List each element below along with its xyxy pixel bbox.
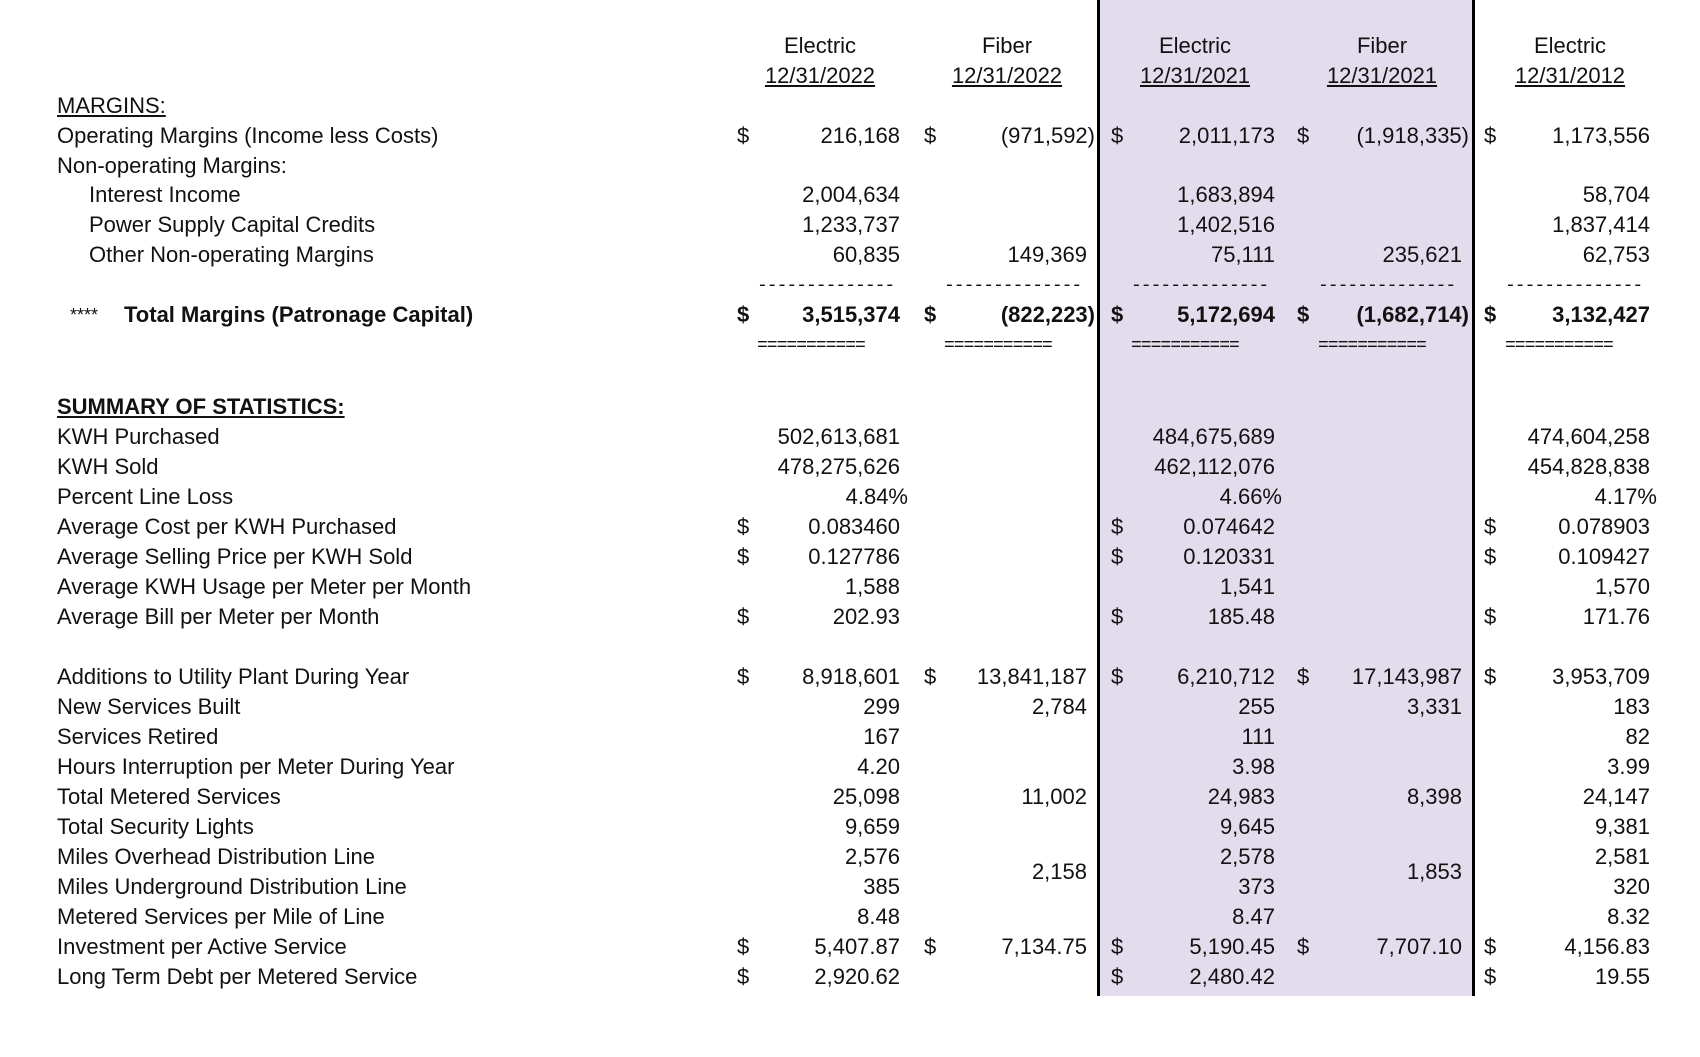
operating-margins-electric-2012: 1,173,556 <box>1552 123 1650 148</box>
total-margins-electric-2021: 5,172,694 <box>1177 302 1275 327</box>
operating-margins-label: Operating Margins (Income less Costs) <box>57 123 439 148</box>
dollar-sign: $ <box>1111 123 1124 148</box>
interest-income-electric-2022: 2,004,634 <box>802 182 900 207</box>
dollar-sign: $ <box>737 934 750 959</box>
dollar-sign: $ <box>1297 302 1310 327</box>
line-loss-label: Percent Line Loss <box>57 484 234 509</box>
column-date: 12/31/2022 <box>764 63 876 88</box>
avg-bill-label: Average Bill per Meter per Month <box>57 604 380 629</box>
avg-price-electric-2021: 0.120331 <box>1183 544 1275 569</box>
double-rule: =========== <box>944 336 1052 356</box>
column-type: Fiber <box>981 33 1033 58</box>
subtotal-rule: -------------- <box>1505 276 1643 296</box>
interest-income-electric-2021: 1,683,894 <box>1177 182 1275 207</box>
avg-usage-electric-2022: 1,588 <box>844 574 900 599</box>
per-mile-electric-2012: 8.32 <box>1607 904 1650 929</box>
kwh-sold-electric-2022: 478,275,626 <box>777 454 900 479</box>
dollar-sign: $ <box>737 302 750 327</box>
dollar-sign: $ <box>737 664 750 689</box>
new-services-fiber-2022: 2,784 <box>1031 694 1087 719</box>
column-header-electric-2021 <box>1110 31 1280 91</box>
other-nonop-electric-2012: 62,753 <box>1582 242 1650 267</box>
kwh-purchased-label: KWH Purchased <box>57 424 220 449</box>
kwh-purchased-electric-2012: 474,604,258 <box>1527 424 1650 449</box>
per-mile-label: Metered Services per Mile of Line <box>57 904 385 929</box>
other-nonop-fiber-2022: 149,369 <box>1007 242 1087 267</box>
column-date: 12/31/2022 <box>951 63 1063 88</box>
investment-electric-2021: 5,190.45 <box>1189 934 1275 959</box>
interruption-label: Hours Interruption per Meter During Year <box>57 754 455 779</box>
column-date: 12/31/2021 <box>1139 63 1251 88</box>
new-services-electric-2022: 299 <box>863 694 900 719</box>
overhead-line-electric-2022: 2,576 <box>844 844 900 869</box>
investment-label: Investment per Active Service <box>57 934 347 959</box>
double-rule: =========== <box>757 336 865 356</box>
kwh-purchased-electric-2022: 502,613,681 <box>777 424 900 449</box>
kwh-sold-electric-2012: 454,828,838 <box>1527 454 1650 479</box>
dollar-sign: $ <box>924 302 937 327</box>
security-lights-electric-2021: 9,645 <box>1219 814 1275 839</box>
highlighted-2021-columns <box>1100 0 1473 996</box>
investment-fiber-2022: 7,134.75 <box>1001 934 1087 959</box>
power-supply-electric-2022: 1,233,737 <box>802 212 900 237</box>
metered-services-fiber-2021: 8,398 <box>1406 784 1462 809</box>
power-supply-electric-2021: 1,402,516 <box>1177 212 1275 237</box>
services-retired-electric-2012: 82 <box>1625 724 1650 749</box>
security-lights-electric-2022: 9,659 <box>844 814 900 839</box>
fiber-miles-fiber-2021: 1,853 <box>1406 859 1462 884</box>
per-mile-electric-2022: 8.48 <box>857 904 900 929</box>
services-retired-electric-2021: 111 <box>1241 724 1275 749</box>
avg-bill-electric-2022: 202.93 <box>832 604 900 629</box>
per-mile-electric-2021: 8.47 <box>1232 904 1275 929</box>
interruption-electric-2021: 3.98 <box>1232 754 1275 779</box>
total-stars: **** <box>70 305 99 325</box>
metered-services-electric-2022: 25,098 <box>832 784 900 809</box>
interest-income-electric-2012: 58,704 <box>1582 182 1650 207</box>
double-rule: =========== <box>1318 336 1426 356</box>
avg-usage-label: Average KWH Usage per Meter per Month <box>57 574 472 599</box>
investment-electric-2012: 4,156.83 <box>1564 934 1650 959</box>
column-type: Electric <box>783 33 857 58</box>
kwh-sold-electric-2021: 462,112,076 <box>1154 454 1275 479</box>
dollar-sign: $ <box>1297 934 1310 959</box>
double-rule: =========== <box>1131 336 1239 356</box>
dollar-sign: $ <box>1297 664 1310 689</box>
debt-electric-2012: 19.55 <box>1594 964 1650 989</box>
avg-cost-electric-2012: 0.078903 <box>1558 514 1650 539</box>
column-date: 12/31/2012 <box>1514 63 1626 88</box>
interruption-electric-2022: 4.20 <box>857 754 900 779</box>
security-lights-label: Total Security Lights <box>57 814 254 839</box>
subtotal-rule: -------------- <box>1131 276 1269 296</box>
underground-line-electric-2021: 373 <box>1238 874 1275 899</box>
dollar-sign: $ <box>1484 934 1497 959</box>
metered-services-fiber-2022: 11,002 <box>1021 784 1087 809</box>
avg-cost-electric-2021: 0.074642 <box>1183 514 1275 539</box>
dollar-sign: $ <box>1111 544 1124 569</box>
total-margins-fiber-2021: (1,682,714) <box>1356 302 1469 327</box>
subtotal-rule: -------------- <box>944 276 1082 296</box>
total-margins-fiber-2022: (822,223) <box>1000 302 1095 327</box>
column-type: Electric <box>1158 33 1232 58</box>
subtotal-rule: -------------- <box>1318 276 1456 296</box>
metered-services-electric-2021: 24,983 <box>1207 784 1275 809</box>
operating-margins-fiber-2022: (971,592) <box>1000 123 1095 148</box>
operating-margins-electric-2022: 216,168 <box>820 123 900 148</box>
dollar-sign: $ <box>737 514 750 539</box>
additions-label: Additions to Utility Plant During Year <box>57 664 410 689</box>
total-margins-label: Total Margins (Patronage Capital) <box>124 302 474 327</box>
kwh-purchased-electric-2021: 484,675,689 <box>1152 424 1275 449</box>
services-retired-electric-2022: 167 <box>863 724 900 749</box>
dollar-sign: $ <box>1111 934 1124 959</box>
dollar-sign: $ <box>737 964 750 989</box>
new-services-electric-2021: 255 <box>1238 694 1275 719</box>
other-nonop-electric-2021: 75,111 <box>1210 242 1275 267</box>
dollar-sign: $ <box>1484 664 1497 689</box>
services-retired-label: Services Retired <box>57 724 219 749</box>
overhead-line-electric-2012: 2,581 <box>1594 844 1650 869</box>
dollar-sign: $ <box>1111 302 1124 327</box>
dollar-sign: $ <box>1111 604 1124 629</box>
dollar-sign: $ <box>737 604 750 629</box>
dollar-sign: $ <box>737 544 750 569</box>
fiber-miles-fiber-2022: 2,158 <box>1031 859 1087 884</box>
metered-services-label: Total Metered Services <box>57 784 281 809</box>
debt-electric-2022: 2,920.62 <box>814 964 900 989</box>
dollar-sign: $ <box>1484 544 1497 569</box>
margins-heading: MARGINS: <box>57 93 166 118</box>
column-header-electric-2012 <box>1485 31 1655 91</box>
non-operating-heading: Non-operating Margins: <box>57 153 287 178</box>
avg-price-electric-2012: 0.109427 <box>1558 544 1650 569</box>
power-supply-electric-2012: 1,837,414 <box>1552 212 1650 237</box>
dollar-sign: $ <box>1484 964 1497 989</box>
column-divider-right <box>1472 0 1475 996</box>
dollar-sign: $ <box>1297 123 1310 148</box>
dollar-sign: $ <box>1111 514 1124 539</box>
avg-price-electric-2022: 0.127786 <box>808 544 900 569</box>
dollar-sign: $ <box>1111 964 1124 989</box>
subtotal-rule: -------------- <box>757 276 895 296</box>
dollar-sign: $ <box>1111 664 1124 689</box>
column-type: Fiber <box>1356 33 1408 58</box>
additions-electric-2021: 6,210,712 <box>1177 664 1275 689</box>
interruption-electric-2012: 3.99 <box>1607 754 1650 779</box>
line-loss-electric-2021: 4.66% <box>1219 484 1282 509</box>
overhead-line-label: Miles Overhead Distribution Line <box>57 844 375 869</box>
operating-margins-fiber-2021: (1,918,335) <box>1356 123 1469 148</box>
dollar-sign: $ <box>1484 302 1497 327</box>
dollar-sign: $ <box>1484 514 1497 539</box>
security-lights-electric-2012: 9,381 <box>1594 814 1650 839</box>
debt-label: Long Term Debt per Metered Service <box>57 964 418 989</box>
avg-bill-electric-2012: 171.76 <box>1582 604 1650 629</box>
additions-fiber-2022: 13,841,187 <box>976 664 1087 689</box>
additions-fiber-2021: 17,143,987 <box>1351 664 1462 689</box>
underground-line-electric-2012: 320 <box>1613 874 1650 899</box>
avg-cost-label: Average Cost per KWH Purchased <box>57 514 397 539</box>
statistics-heading: SUMMARY OF STATISTICS: <box>57 394 345 419</box>
line-loss-electric-2022: 4.84% <box>845 484 908 509</box>
column-type: Electric <box>1533 33 1607 58</box>
other-nonop-electric-2022: 60,835 <box>832 242 900 267</box>
total-margins-electric-2022: 3,515,374 <box>802 302 900 327</box>
dollar-sign: $ <box>924 123 937 148</box>
dollar-sign: $ <box>924 664 937 689</box>
column-header-fiber-2022 <box>922 31 1092 91</box>
investment-electric-2022: 5,407.87 <box>814 934 900 959</box>
double-rule: =========== <box>1505 336 1613 356</box>
kwh-sold-label: KWH Sold <box>57 454 159 479</box>
dollar-sign: $ <box>1484 123 1497 148</box>
power-supply-label: Power Supply Capital Credits <box>89 212 376 237</box>
dollar-sign: $ <box>737 123 750 148</box>
interest-income-label: Interest Income <box>89 182 241 207</box>
additions-electric-2022: 8,918,601 <box>802 664 900 689</box>
new-services-fiber-2021: 3,331 <box>1406 694 1462 719</box>
new-services-label: New Services Built <box>57 694 241 719</box>
avg-bill-electric-2021: 185.48 <box>1207 604 1275 629</box>
dollar-sign: $ <box>924 934 937 959</box>
other-nonop-label: Other Non-operating Margins <box>89 242 374 267</box>
investment-fiber-2021: 7,707.10 <box>1376 934 1462 959</box>
other-nonop-fiber-2021: 235,621 <box>1382 242 1462 267</box>
underground-line-label: Miles Underground Distribution Line <box>57 874 407 899</box>
avg-cost-electric-2022: 0.083460 <box>808 514 900 539</box>
line-loss-electric-2012: 4.17% <box>1594 484 1657 509</box>
column-header-fiber-2021 <box>1297 31 1467 91</box>
dollar-sign: $ <box>1484 604 1497 629</box>
underground-line-electric-2022: 385 <box>863 874 900 899</box>
operating-margins-electric-2021: 2,011,173 <box>1178 123 1275 148</box>
avg-price-label: Average Selling Price per KWH Sold <box>57 544 413 569</box>
avg-usage-electric-2021: 1,541 <box>1219 574 1275 599</box>
additions-electric-2012: 3,953,709 <box>1552 664 1650 689</box>
metered-services-electric-2012: 24,147 <box>1582 784 1650 809</box>
overhead-line-electric-2021: 2,578 <box>1219 844 1275 869</box>
avg-usage-electric-2012: 1,570 <box>1594 574 1650 599</box>
debt-electric-2021: 2,480.42 <box>1189 964 1275 989</box>
column-divider-left <box>1097 0 1100 996</box>
new-services-electric-2012: 183 <box>1613 694 1650 719</box>
total-margins-electric-2012: 3,132,427 <box>1552 302 1650 327</box>
column-date: 12/31/2021 <box>1326 63 1438 88</box>
column-header-electric-2022 <box>735 31 905 91</box>
